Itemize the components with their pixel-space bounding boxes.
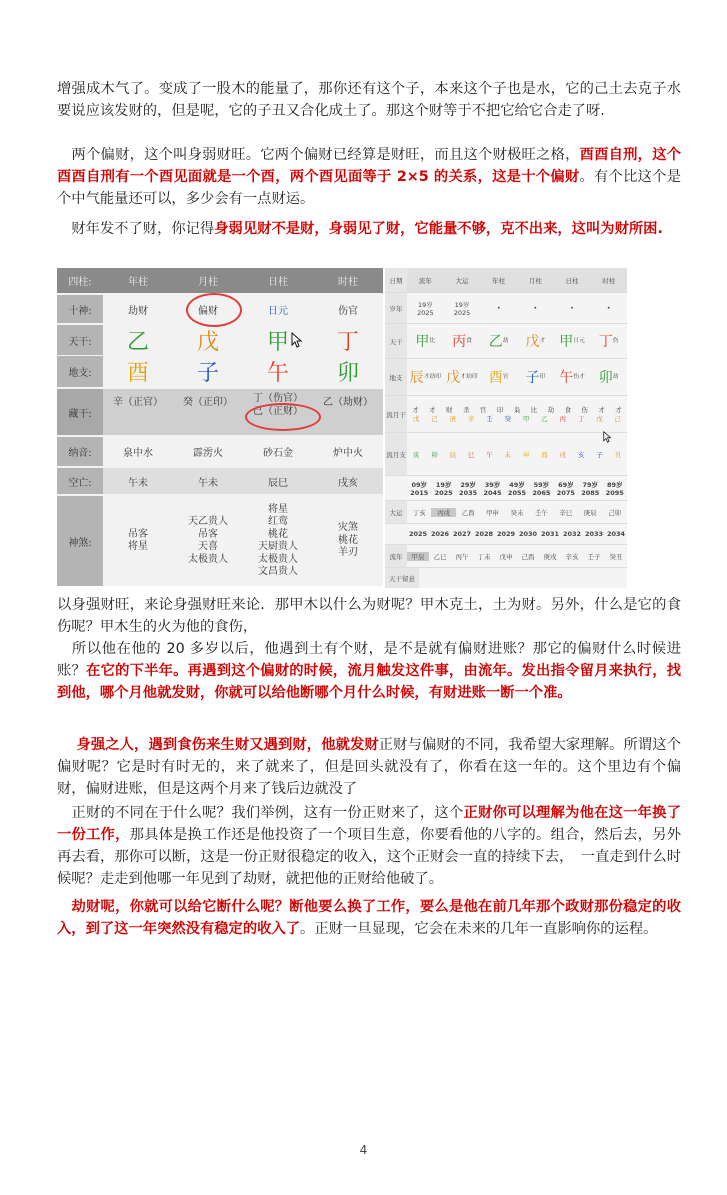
dayun-cell[interactable]: 辛巳 bbox=[559, 508, 573, 517]
liunian-cell[interactable]: 戊申 bbox=[499, 552, 513, 561]
bazi-shishen-hour: 伤官 bbox=[338, 305, 358, 317]
paragraph-3-highlight: 身弱见财不是财，身弱见了财，它能量不够，克不出来，这叫为财所困. bbox=[214, 221, 663, 237]
bazi-tiangan-hour: 丁 bbox=[336, 329, 359, 355]
shensha-item: 将星 bbox=[268, 503, 288, 515]
right-dayun-grid bbox=[407, 501, 627, 523]
shensha-item: 天乙贵人 bbox=[188, 516, 228, 527]
bazi-kongwang-month: 午未 bbox=[198, 477, 218, 489]
liuyue-zhi-cell: 寅 bbox=[412, 450, 420, 459]
right-dizhi-cell bbox=[444, 359, 481, 395]
right-years-grid bbox=[407, 524, 627, 544]
right-tiangan-cell bbox=[444, 324, 481, 358]
liuyue-cell: 辛 bbox=[467, 415, 475, 423]
right-age-label: 岁年 bbox=[385, 293, 407, 323]
year-cell: 2026 bbox=[430, 530, 450, 538]
right-liuyue-gan-label: 流月干 bbox=[385, 396, 407, 432]
paragraph-5 bbox=[57, 638, 681, 704]
shensha-item: 太极贵人 bbox=[258, 553, 298, 565]
bazi-chart-left bbox=[57, 268, 383, 586]
right-tiangan-row bbox=[385, 324, 627, 359]
bazi-kongwang-hour: 戌亥 bbox=[338, 477, 358, 489]
right-tianfu-label: 天干留意 bbox=[385, 568, 419, 588]
right-header-year: 年柱 bbox=[492, 276, 506, 285]
right-dizhi-tag: 才劫印 bbox=[423, 373, 442, 380]
bazi-nayin-month: 霹雳火 bbox=[193, 448, 223, 459]
right-tiangan-cell bbox=[590, 324, 627, 358]
right-age-day: • bbox=[570, 304, 574, 312]
highlight-circle-zhengcai bbox=[245, 403, 321, 431]
right-liuyue-zhi-label: 流月支 bbox=[385, 433, 407, 475]
right-dayun-label: 大运 bbox=[385, 501, 407, 523]
bazi-nayin-year: 泉中水 bbox=[123, 448, 153, 459]
bazi-tiangan-year: 乙 bbox=[126, 329, 149, 355]
shensha-item: 桃花 bbox=[268, 528, 288, 540]
right-tiangan-char: 丙 bbox=[452, 334, 467, 350]
paragraph-1: 增强成木气了。变成了一股木的能量了，那你还有这个子，本来这个子也是水，它的己土去克子水要说应该发财的，但是呢，它的子丑又合化成土了。那这个财等于不把它给它合走了呀. bbox=[57, 81, 681, 119]
shensha-item: 吊客 bbox=[128, 528, 148, 540]
liuyue-cell: 丙 bbox=[559, 415, 567, 423]
right-age-dayun: 19岁 2025 bbox=[453, 300, 471, 317]
right-liuyue-zhi-row bbox=[385, 433, 627, 476]
bazi-dizhi-year: 酉 bbox=[126, 361, 149, 386]
liuyue-cell: 枭 bbox=[513, 406, 521, 414]
right-tiangan-char: 甲 bbox=[415, 334, 430, 350]
dayun-age: 19岁 2025 bbox=[434, 480, 453, 497]
liuyue-cell: 官 bbox=[479, 406, 487, 414]
right-dayun-ages-grid bbox=[407, 476, 627, 500]
shensha-item: 天厨贵人 bbox=[258, 541, 298, 552]
paragraph-8-highlight: 劫财呢，你就可以给它断什么呢？断他要么换了工作，要么是他在前几年那个政财那份稳定的收入，到了这一年突然没有稳定的收入了 bbox=[57, 899, 681, 937]
shensha-item: 桃花 bbox=[338, 534, 358, 546]
bazi-shensha-month bbox=[173, 496, 243, 586]
right-age-liunian: 19岁 2025 bbox=[417, 300, 434, 317]
right-dizhi-char: 子 bbox=[525, 370, 540, 386]
bazi-nayin-hour: 炉中火 bbox=[333, 448, 363, 459]
right-dizhi-tag: 才劫印 bbox=[460, 373, 478, 380]
right-header-month: 月柱 bbox=[528, 276, 542, 285]
bazi-tiangan-month: 戊 bbox=[196, 329, 219, 355]
paragraph-7-text-b: 那具体是换工作还是他投资了一个项目生意，你要看他的八字的。组合，然后去，另外再去看，那你可以断，这是一份正财很稳定的收入，这个正财会一直的持续下去， 一直走到什么时候呢？走走到他哪一年见到了劫财，就把他的正财给他破了。 bbox=[57, 827, 682, 887]
bazi-tiangan-label: 天干: bbox=[57, 325, 103, 355]
right-tiangan-tag: 比 bbox=[429, 337, 436, 344]
liuyue-gan-char-line bbox=[407, 414, 627, 423]
right-tiangan-tag: 劫 bbox=[502, 337, 509, 344]
bazi-kongwang-label: 空亡: bbox=[57, 468, 103, 494]
liunian-cell[interactable]: 庚戌 bbox=[543, 552, 557, 561]
liuyue-cell: 才 bbox=[598, 406, 605, 414]
liunian-cell[interactable]: 壬子 bbox=[587, 552, 601, 561]
right-years-row bbox=[385, 524, 627, 545]
bazi-dizhi-hour: 卯 bbox=[336, 361, 359, 386]
dayun-age: 79岁 2085 bbox=[581, 480, 600, 497]
right-liunian-label: 流年 bbox=[385, 545, 407, 567]
liuyue-zhi-cell: 申 bbox=[522, 450, 530, 459]
year-cell: 2027 bbox=[452, 530, 472, 538]
year-cell: 2028 bbox=[474, 530, 494, 538]
paragraph-2 bbox=[57, 144, 681, 210]
right-tiangan-cell bbox=[407, 324, 444, 358]
paragraph-4: 以身强财旺，来论身强财旺来论．那甲木以什么为财呢？甲木克土，土为财。另外，什么是它的食伤呢？甲木生的火为他的食伤， bbox=[57, 597, 681, 635]
right-dizhi-tag: 伤才 bbox=[573, 373, 585, 380]
dayun-age: 69岁 2075 bbox=[556, 480, 575, 497]
bazi-canggan-month: 癸（正印） bbox=[183, 397, 233, 408]
shensha-item: 天喜 bbox=[198, 541, 218, 552]
right-dayun-ages-row bbox=[385, 476, 627, 501]
liunian-cell[interactable]: 癸丑 bbox=[609, 552, 623, 561]
bazi-shishen-day: 日元 bbox=[268, 305, 288, 317]
liuyue-cell: 庚 bbox=[449, 415, 457, 423]
right-tiangan-char: 丁 bbox=[598, 334, 613, 350]
right-liunian-grid bbox=[407, 545, 627, 567]
year-cell: 2034 bbox=[606, 530, 626, 538]
bazi-kongwang-day: 辰巳 bbox=[268, 477, 288, 489]
right-dayun-row bbox=[385, 501, 627, 524]
liuyue-cell: 壬 bbox=[486, 415, 493, 423]
right-tiangan-char: 戊 bbox=[525, 334, 540, 350]
right-tiangan-tag: 才 bbox=[539, 337, 546, 344]
right-dizhi-cell bbox=[407, 359, 444, 395]
liuyue-zhi-cell: 戌 bbox=[559, 450, 567, 459]
liuyue-zhi-cell: 丑 bbox=[614, 450, 622, 459]
dayun-age: 89岁 2095 bbox=[605, 480, 624, 497]
bazi-kongwang-row bbox=[57, 468, 383, 494]
dayun-cell[interactable]: 壬午 bbox=[534, 508, 548, 517]
liuyue-cell: 劫 bbox=[547, 406, 555, 414]
liunian-cell-selected[interactable]: 甲辰 bbox=[407, 552, 429, 561]
right-dizhi-char: 卯 bbox=[598, 370, 613, 386]
shensha-item: 灾煞 bbox=[338, 522, 358, 534]
liunian-cell[interactable]: 丙午 bbox=[455, 552, 469, 561]
liuyue-cell: 印 bbox=[496, 406, 504, 414]
bazi-canggan-year: 辛（正官） bbox=[113, 397, 163, 408]
liuyue-cell: 戊 bbox=[596, 415, 603, 423]
liuyue-cell: 杀 bbox=[462, 406, 470, 414]
liuyue-cell: 己 bbox=[431, 415, 438, 423]
liuyue-zhi-cell: 未 bbox=[504, 450, 512, 459]
right-tiangan-label: 天干 bbox=[385, 324, 407, 358]
right-header-date: 日期 bbox=[385, 268, 407, 292]
paragraph-6 bbox=[57, 734, 681, 800]
bazi-dizhi-row bbox=[57, 356, 383, 387]
paragraph-3-text-a: 财年发不了财，你记得 bbox=[57, 221, 215, 237]
paragraph-2-text-b: 。有个比这个是个中气能量还可以，多少会有一点财运。 bbox=[57, 169, 682, 207]
right-header-liunian: 流年 bbox=[418, 276, 432, 285]
liunian-cell[interactable]: 丁未 bbox=[477, 552, 491, 561]
liuyue-cell: 甲 bbox=[522, 415, 530, 423]
liuyue-zhi-cell: 卯 bbox=[431, 450, 438, 459]
right-dizhi-cell bbox=[590, 359, 627, 395]
bazi-shensha-day bbox=[243, 496, 313, 586]
bazi-header-month: 月柱 bbox=[173, 268, 243, 293]
dayun-cell[interactable]: 庚辰 bbox=[583, 508, 597, 517]
right-dizhi-char: 午 bbox=[559, 370, 574, 386]
year-cell: 2031 bbox=[540, 530, 560, 538]
dayun-cell-selected[interactable]: 丙戌 bbox=[431, 508, 455, 517]
bazi-tiangan-day: 甲 bbox=[266, 329, 289, 355]
liuyue-cell: 乙 bbox=[541, 415, 548, 423]
liuyue-zhi-cell: 酉 bbox=[541, 450, 548, 459]
mouse-cursor-icon bbox=[603, 431, 612, 443]
year-cell: 2033 bbox=[584, 530, 604, 538]
right-dizhi-tag: 印 bbox=[539, 373, 546, 380]
right-dizhi-char: 酉 bbox=[488, 370, 503, 386]
liuyue-cell: 比 bbox=[530, 406, 538, 414]
right-header-hour: 时柱 bbox=[602, 276, 616, 285]
liuyue-cell: 己 bbox=[614, 415, 622, 423]
liuyue-zhi-cell: 巳 bbox=[467, 450, 475, 459]
bazi-dizhi-label: 地支: bbox=[57, 356, 103, 387]
shensha-item: 将星 bbox=[128, 541, 148, 552]
bazi-nayin-label: 纳音: bbox=[57, 437, 103, 466]
bazi-tiangan-row bbox=[57, 325, 383, 355]
dayun-age: 39岁 2045 bbox=[483, 480, 502, 497]
shensha-item: 文昌贵人 bbox=[258, 566, 298, 577]
bazi-canggan-day-main: 丁（伤官） bbox=[253, 393, 303, 404]
right-dizhi-char: 戊 bbox=[446, 370, 461, 386]
page-number: 4 bbox=[359, 1143, 368, 1157]
bazi-canggan-hour: 乙（劫财） bbox=[323, 397, 373, 408]
bazi-header-hour: 时柱 bbox=[313, 268, 383, 293]
right-dizhi-tag: 劫 bbox=[612, 373, 619, 380]
liuyue-zhi-cell: 子 bbox=[596, 450, 603, 459]
liuyue-cell: 食 bbox=[564, 406, 571, 414]
right-age-row bbox=[385, 293, 627, 324]
dayun-age: 49岁 2055 bbox=[507, 480, 527, 497]
bazi-nayin-day: 砂石金 bbox=[263, 448, 293, 459]
liuyue-cell: 才 bbox=[412, 406, 419, 414]
shensha-item: 红鸾 bbox=[268, 516, 288, 527]
right-tiangan-char: 乙 bbox=[488, 334, 503, 350]
right-tiangan-tag: 日元 bbox=[573, 337, 585, 344]
paragraph-6-highlight: 身强之人，遇到食伤来生财又遇到财，他就发财 bbox=[57, 737, 379, 753]
liuyue-cell: 丁 bbox=[577, 415, 585, 423]
bazi-shishen-label: 十神: bbox=[57, 295, 103, 323]
year-cell: 2032 bbox=[562, 530, 582, 538]
right-dizhi-label: 地支 bbox=[385, 359, 407, 395]
right-liuyue-zhi-grid bbox=[407, 433, 627, 475]
liunian-cell[interactable]: 己酉 bbox=[521, 552, 535, 561]
right-liunian-row bbox=[385, 545, 627, 568]
right-header-dayun: 大运 bbox=[455, 276, 469, 285]
right-tiangan-char: 甲 bbox=[559, 334, 574, 350]
liunian-cell[interactable]: 辛亥 bbox=[565, 552, 579, 561]
bazi-dizhi-month: 子 bbox=[196, 361, 219, 386]
paragraph-7-highlight: 正财你可以理解为他在这一年换了一份工作， bbox=[57, 805, 681, 843]
dayun-cell[interactable]: 甲申 bbox=[486, 508, 500, 517]
liuyue-zhi-cell: 辰 bbox=[449, 450, 457, 459]
right-dizhi-cell bbox=[554, 359, 591, 395]
right-years-spacer bbox=[385, 524, 407, 544]
bazi-shishen-year: 劫财 bbox=[128, 305, 148, 317]
liuyue-cell: 戊 bbox=[412, 415, 420, 423]
shensha-item: 太极贵人 bbox=[188, 553, 228, 565]
bazi-canggan-day-extra: 己（正财） bbox=[253, 405, 303, 417]
right-liuyue-gan-row bbox=[385, 396, 627, 433]
right-header-row bbox=[385, 268, 627, 293]
bazi-shensha-label: 神煞: bbox=[57, 496, 103, 586]
bazi-header-label: 四柱: bbox=[57, 268, 103, 293]
paragraph-7 bbox=[57, 802, 681, 890]
bazi-header-day: 日柱 bbox=[243, 268, 313, 293]
right-dizhi-row bbox=[385, 359, 627, 396]
dayun-cell[interactable]: 乙酉 bbox=[461, 508, 475, 517]
paragraph-8-text-a: 。正财一旦显现，它会在未来的几年一直影响你的运程。 bbox=[300, 921, 658, 937]
right-tiangan-tag: 伤 bbox=[612, 337, 619, 344]
dayun-age: 59岁 2065 bbox=[532, 480, 551, 497]
paragraph-7-text-a: 正财的不同在于什么呢？我们举例，这有一份正财来了，这个 bbox=[57, 805, 464, 821]
right-header-day: 日柱 bbox=[565, 276, 579, 285]
right-tiangan-cell bbox=[480, 324, 517, 358]
paragraph-6-text-a: 正财与偏财的不同，我希望大家理解。所谓这个偏财呢？它是时有时无的，来了就来了，但是回头就没有了，你看在这一年的。这个里边有个偏财，偏财进账，但是这两个月来了钱后边就没了 bbox=[57, 737, 681, 797]
right-liuyue-gan-grid bbox=[407, 396, 627, 432]
dayun-age: 29岁 2035 bbox=[459, 480, 478, 497]
right-dizhi-tag: 官 bbox=[502, 373, 509, 380]
right-dayun-ages-spacer bbox=[385, 476, 407, 500]
bazi-shishen-month: 偏财 bbox=[198, 305, 218, 317]
paragraph-3 bbox=[57, 218, 681, 240]
right-dizhi-cell bbox=[517, 359, 554, 395]
liuyue-zhi-cell: 亥 bbox=[577, 450, 585, 459]
right-tiangan-cell bbox=[517, 324, 554, 358]
right-age-month: • bbox=[533, 304, 538, 312]
bazi-shensha-year bbox=[103, 496, 173, 586]
right-dizhi-char: 辰 bbox=[409, 370, 424, 386]
shensha-item: 羊刃 bbox=[338, 547, 358, 559]
liuyue-cell: 伤 bbox=[581, 406, 588, 414]
bazi-canggan-row bbox=[57, 389, 383, 435]
mouse-cursor-icon bbox=[291, 332, 303, 348]
paragraph-8 bbox=[57, 896, 681, 940]
right-tiangan-cell bbox=[554, 324, 591, 358]
bazi-header-row bbox=[57, 268, 383, 293]
liuyue-cell: 癸 bbox=[504, 415, 512, 423]
highlight-circle-pianchai bbox=[186, 293, 242, 327]
year-cell: 2025 bbox=[408, 530, 428, 538]
bazi-chart-right bbox=[385, 268, 627, 588]
paragraph-2-highlight: 酉酉自刑，这个酉酉自刑有一个酉见面就是一个酉，两个酉见面等于 2×5 的关系，这是十个偏财 bbox=[57, 147, 682, 185]
dayun-cell[interactable]: 己卯 bbox=[608, 508, 622, 517]
dayun-cell[interactable]: 癸未 bbox=[510, 508, 524, 517]
bazi-nayin-row bbox=[57, 437, 383, 466]
liuyue-cell: 财 bbox=[446, 406, 453, 414]
year-cell: 2030 bbox=[518, 530, 538, 538]
bazi-kongwang-year: 午未 bbox=[128, 477, 148, 489]
dayun-age: 09岁 2015 bbox=[410, 480, 429, 497]
bazi-shensha-row bbox=[57, 496, 383, 586]
bazi-dizhi-day: 午 bbox=[266, 361, 289, 386]
right-age-hour: • bbox=[606, 304, 611, 312]
liuyue-cell: 才 bbox=[615, 406, 622, 414]
liuyue-gan-shishen-line bbox=[407, 405, 627, 414]
bazi-canggan-label: 藏干: bbox=[57, 389, 103, 435]
right-tianfu-row bbox=[385, 568, 627, 588]
year-cell: 2029 bbox=[496, 530, 516, 538]
bazi-shensha-hour bbox=[313, 496, 383, 586]
liuyue-cell: 才 bbox=[429, 406, 436, 414]
dayun-cell[interactable]: 丁亥 bbox=[412, 508, 426, 517]
paragraph-5-text-a: 所以他在他的 20 多岁以后，他遇到土有个财，是不是就有偏财进账？那它的偏财什么时候进账？ bbox=[57, 641, 681, 679]
liuyue-zhi-cell: 午 bbox=[486, 450, 493, 459]
liunian-cell[interactable]: 乙巳 bbox=[433, 552, 447, 561]
right-dizhi-cell bbox=[480, 359, 517, 395]
paragraph-2-text-a: 两个偏财，这个叫身弱财旺。它两个偏财已经算是财旺，而且这个财极旺之格， bbox=[57, 147, 580, 163]
shensha-item: 吊客 bbox=[198, 528, 218, 540]
paragraph-5-highlight: 在它的下半年。再遇到这个偏财的时候，流月触发这件事，由流年。发出指令留月来执行，找到他，哪个月他就发财，你就可以给他断哪个月什么时候，有财进账一断一个准。 bbox=[57, 663, 682, 701]
right-tiangan-tag: 食 bbox=[466, 337, 472, 344]
right-age-year: • bbox=[496, 304, 501, 312]
bazi-header-year: 年柱 bbox=[103, 268, 173, 293]
